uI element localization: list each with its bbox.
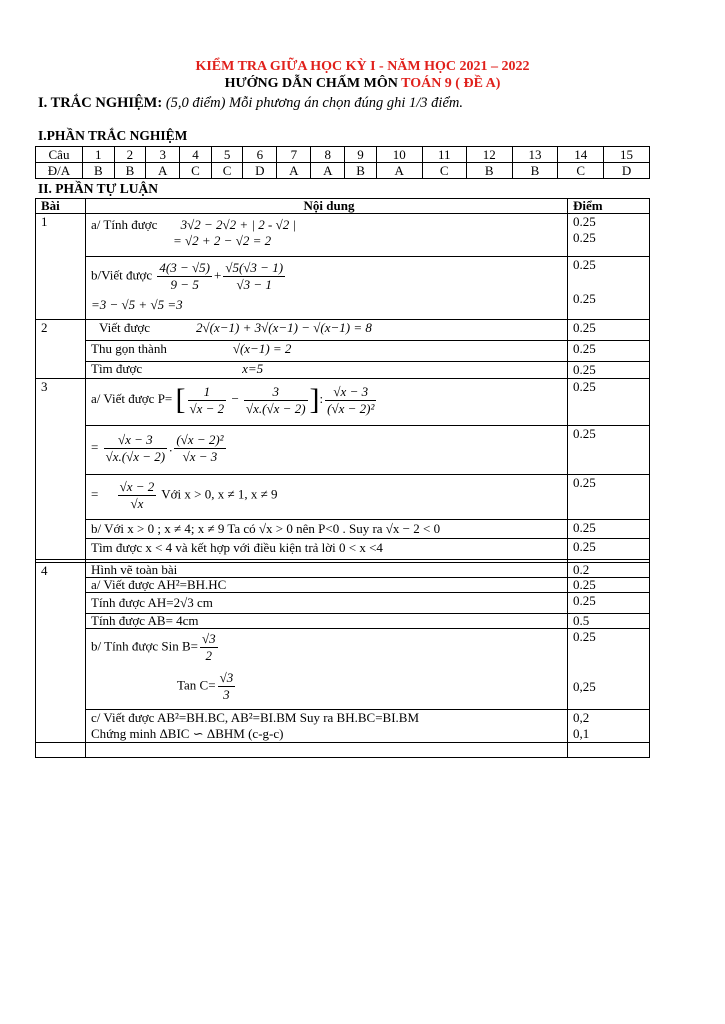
answer-letter: B — [512, 163, 558, 179]
score-value: 0.25 — [573, 629, 596, 644]
table-row — [36, 475, 650, 520]
content-cell: b/Viết được $\frac{4(3 - √5)}{9 - 5}$ + $\frac{√5(√3 - 1)}{√3 - 1}$ =3 − √5 + √5 =3 — [86, 257, 568, 320]
subtitle-highlight: TOÁN 9 ( ĐỀ A) — [401, 76, 501, 91]
numerator: (√x − 2)² — [176, 432, 224, 447]
fraction — [174, 432, 225, 465]
question-number: 6 — [243, 147, 277, 163]
document-title: KIỂM TRA GIỮA HỌC KỲ I - NĂM HỌC 2021 – 2022 — [195, 59, 530, 74]
numerator: √3 — [201, 631, 216, 646]
content-cell: a/ Viết được AH²=BH.HC — [86, 578, 568, 593]
question-number: 10 — [376, 147, 422, 163]
question-number: 5 — [211, 147, 243, 163]
numerator: √5(√3 − 1) — [225, 260, 284, 275]
score-cell — [568, 257, 650, 320]
table-row — [36, 614, 650, 629]
numerator: 1 — [188, 384, 227, 401]
answer-letter: B — [114, 163, 146, 179]
score-cell — [568, 710, 650, 743]
question-number: 13 — [512, 147, 558, 163]
score-value: 0.25 — [573, 230, 596, 245]
question-number: 15 — [604, 147, 650, 163]
section2-heading: II. PHẦN TỰ LUẬN — [38, 181, 159, 196]
score-value: 0.25 — [573, 291, 596, 306]
fraction — [157, 260, 212, 293]
left-bracket: [ — [175, 383, 186, 416]
denominator: 3 — [223, 687, 230, 702]
score-cell: 0.25 — [568, 475, 650, 520]
step-label: Tìm được — [91, 361, 143, 376]
content-cell: = $\frac{√x - 3}{√x.(√x - 2)}$ . $\frac{\text{(√x − 2)²}}{√x - 3}$ — [86, 426, 568, 475]
denominator: √x — [130, 496, 144, 511]
fraction — [200, 631, 218, 664]
numerator: 3 — [244, 384, 308, 401]
score-cell: 0.25 — [568, 426, 650, 475]
col-bai: Bài — [36, 199, 86, 214]
multiple-choice-heading: I.PHẦN TRẮC NGHIỆM — [38, 128, 188, 143]
fraction — [104, 432, 168, 465]
question-number: 1 — [83, 147, 115, 163]
step-text: Chứng minh ΔBIC ∽ ΔBHM (c-g-c) — [91, 726, 284, 741]
section1-heading — [38, 95, 463, 112]
bai-number: 2 — [36, 320, 86, 379]
denominator: 9 − 5 — [170, 277, 199, 292]
denominator: 2 — [205, 648, 213, 663]
section1-title: I. TRẮC NGHIỆM: — [38, 95, 163, 111]
score-cell: 0.25 — [568, 593, 650, 614]
content-cell — [86, 341, 568, 362]
step-text: c/ Viết được AB²=BH.BC, AB²=BI.BM Suy ra BH.BC=BI.BM — [91, 710, 420, 725]
math-expression: = √2 + 2 − √2 = 2 — [173, 233, 272, 248]
answer-letter: C — [180, 163, 212, 179]
table-header — [36, 199, 650, 214]
content-cell — [86, 629, 568, 710]
subtitle-text: HƯỚNG DẪN CHẤM MÔN — [224, 76, 402, 91]
table-row — [36, 320, 650, 341]
step-label: Thu gọn thành — [91, 341, 167, 356]
score-cell: 0.25 — [568, 578, 650, 593]
step-label: a/ Tính được — [91, 217, 158, 232]
content-cell — [86, 214, 568, 257]
table-row — [36, 629, 650, 710]
score-cell: 0.5 — [568, 614, 650, 629]
question-number: 4 — [180, 147, 212, 163]
content-cell: Tìm được x < 4 và kết hợp với điều kiện trả lời 0 < x <4 — [86, 539, 568, 560]
answer-row — [36, 163, 650, 179]
content-cell — [86, 362, 568, 379]
answer-letter: D — [604, 163, 650, 179]
numerator: √x − 3 — [325, 384, 376, 401]
numerator: √3 — [219, 670, 234, 685]
answer-letter: A — [277, 163, 311, 179]
table-row — [36, 257, 650, 320]
question-number: 8 — [311, 147, 345, 163]
table-row — [36, 710, 650, 743]
denominator: √x.(√x − 2) — [105, 449, 166, 464]
bai-number: 4 — [36, 563, 86, 743]
table-row — [36, 214, 650, 257]
score-value: 0.25 — [573, 257, 596, 272]
answer-letter: A — [146, 163, 180, 179]
answer-letter: B — [466, 163, 512, 179]
score-cell — [568, 629, 650, 710]
answer-letter: B — [83, 163, 115, 179]
score-value: 0,1 — [573, 726, 590, 741]
step-label: Tan C= — [177, 677, 216, 693]
table-row — [36, 563, 650, 578]
score-cell: 0.25 — [568, 362, 650, 379]
answer-letter: B — [345, 163, 377, 179]
step-label: a/ Viết được P= — [91, 390, 173, 406]
content-cell: Tính được AH=2√3 cm — [86, 593, 568, 614]
condition-text: Với x > 0, x ≠ 1, x ≠ 9 — [161, 486, 278, 502]
score-cell — [568, 214, 650, 257]
score-cell: 0.25 — [568, 320, 650, 341]
table-row — [36, 593, 650, 614]
right-bracket: ] — [309, 383, 320, 416]
score-cell: 0.25 — [568, 379, 650, 426]
step-label: Viết được — [99, 320, 151, 335]
question-number: 11 — [422, 147, 466, 163]
math-expression: √(x−1) = 2 — [232, 341, 292, 356]
score-cell: 0.25 — [568, 341, 650, 362]
numerator: √x − 3 — [104, 432, 168, 449]
col-score: Điểm — [568, 199, 650, 214]
table-row — [36, 426, 650, 475]
score-cell: 0.25 — [568, 520, 650, 539]
fraction — [244, 384, 308, 417]
content-cell: = $\frac{√x - 2}{√x}$ Với x > 0, x ≠ 1, x ≠ 9 — [86, 475, 568, 520]
content-cell: a/ Viết được P= [ $\frac{1}{√x - 2}$ − $\frac{3}{√x.(√x - 2)}$ ]: $\frac{√x - 3}{\text{(√x − 2)²}}$ — [86, 379, 568, 426]
question-number: 7 — [277, 147, 311, 163]
denominator: (√x − 2)² — [327, 400, 375, 416]
numerator: 4(3 − √5) — [159, 260, 210, 275]
denominator: √3 − 1 — [236, 277, 272, 292]
math-expression: =3 − √5 + √5 =3 — [91, 297, 183, 312]
score-value: 0,25 — [573, 679, 596, 694]
question-number: 3 — [146, 147, 180, 163]
row-label: Câu — [36, 147, 83, 163]
question-number: 2 — [114, 147, 146, 163]
section1-note: (5,0 điểm) Mỗi phương án chọn đúng ghi 1/3 điểm. — [162, 95, 463, 111]
question-row — [36, 147, 650, 163]
step-label: b/Viết được — [91, 267, 153, 283]
table-row — [36, 341, 650, 362]
score-cell: 0.2 — [568, 563, 650, 578]
denominator: √x − 2 — [189, 400, 225, 416]
math-expression: 3√2 − 2√2 + | 2 - √2 | — [180, 217, 297, 232]
table-row — [36, 520, 650, 539]
denominator: √x − 3 — [182, 449, 218, 464]
fraction — [325, 384, 376, 417]
bai-number: 1 — [36, 214, 86, 320]
table-row — [36, 379, 650, 426]
score-value: 0,2 — [573, 710, 590, 725]
fraction — [218, 670, 236, 703]
content-cell — [86, 710, 568, 743]
fraction — [223, 260, 285, 293]
table-row — [36, 539, 650, 560]
content-cell: Hình vẽ toàn bài — [86, 563, 568, 578]
empty-row — [36, 743, 650, 758]
answer-letter: C — [211, 163, 243, 179]
bai-number: 3 — [36, 379, 86, 560]
question-number: 14 — [558, 147, 604, 163]
content-cell: b/ Với x > 0 ; x ≠ 4; x ≠ 9 Ta có √x > 0 nên P<0 . Suy ra √x − 2 < 0 — [86, 520, 568, 539]
row-label: Đ/A — [36, 163, 83, 179]
denominator: √x.(√x − 2) — [246, 400, 306, 416]
table-row — [36, 362, 650, 379]
score-cell: 0.25 — [568, 539, 650, 560]
math-expression: x=5 — [242, 361, 264, 376]
document-subtitle — [0, 76, 725, 92]
numerator: √x − 2 — [119, 479, 155, 494]
question-number: 12 — [466, 147, 512, 163]
grading-table — [35, 198, 650, 758]
step-label: b/ Tính được Sin B= — [91, 638, 198, 654]
content-cell — [86, 320, 568, 341]
answer-letter: C — [422, 163, 466, 179]
table-row — [36, 578, 650, 593]
math-expression: 2√(x−1) + 3√(x−1) − √(x−1) = 8 — [196, 320, 372, 335]
answer-key-table — [35, 146, 650, 179]
answer-letter: A — [376, 163, 422, 179]
fraction — [118, 479, 157, 512]
col-content: Nội dung — [86, 199, 568, 214]
answer-letter: C — [558, 163, 604, 179]
fraction — [188, 384, 227, 417]
score-value: 0.25 — [573, 214, 596, 229]
question-number: 9 — [345, 147, 377, 163]
answer-letter: A — [311, 163, 345, 179]
content-cell: Tính được AB= 4cm — [86, 614, 568, 629]
answer-letter: D — [243, 163, 277, 179]
